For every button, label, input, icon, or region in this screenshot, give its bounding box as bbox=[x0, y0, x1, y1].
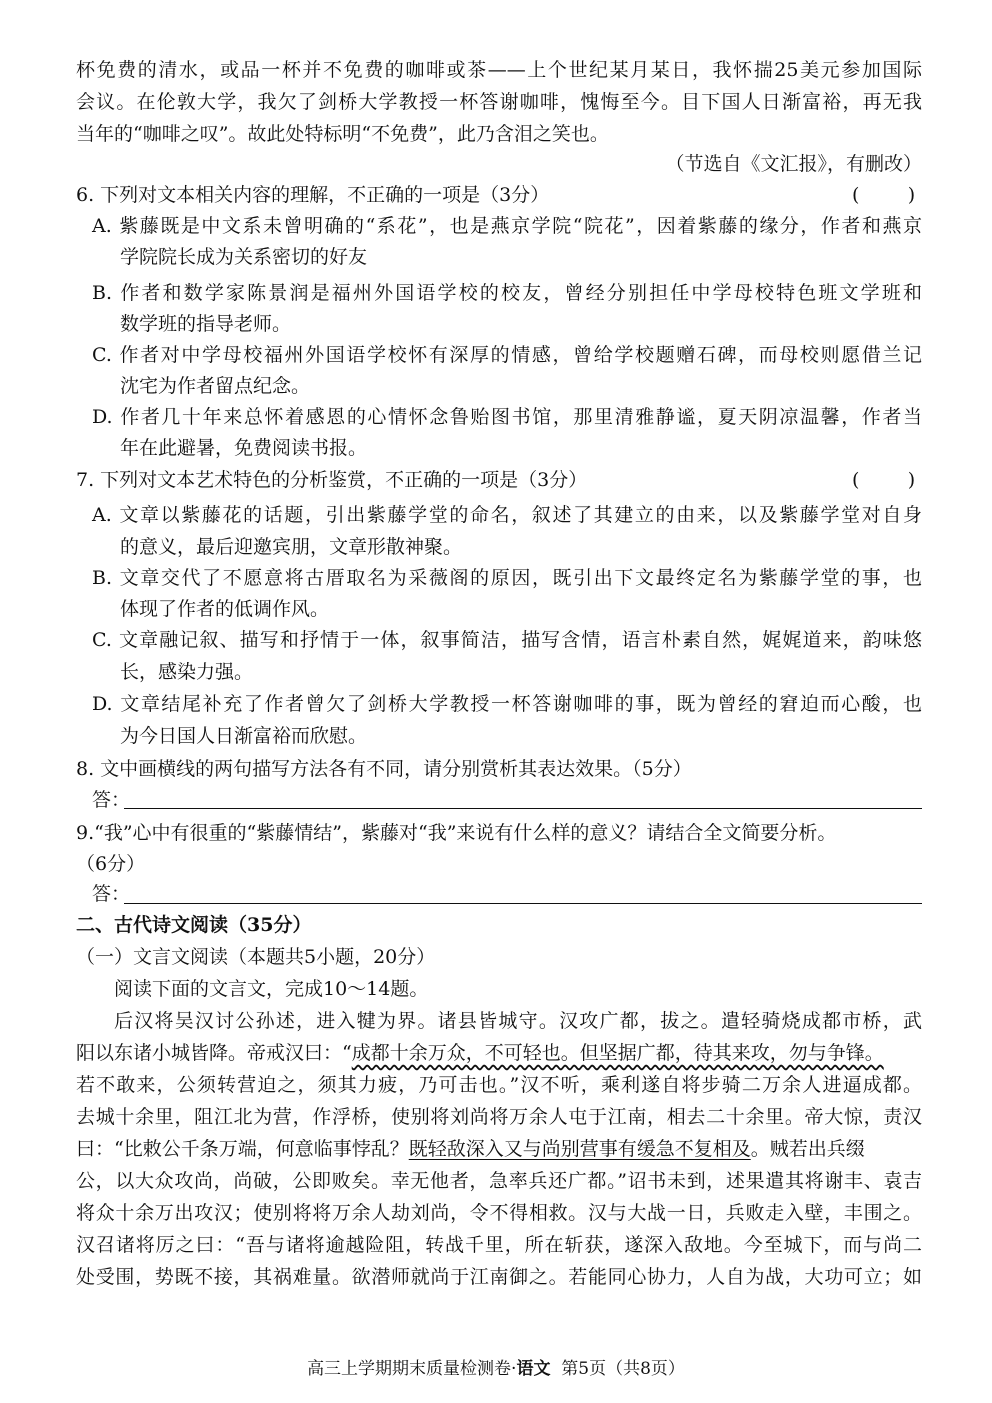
passage-line-2 bbox=[76, 1041, 884, 1065]
passage-line-5-text: 曰：“比敕公千条万端，何意临事悖乱？ bbox=[76, 1138, 409, 1160]
q8-answer-label: 答： bbox=[92, 789, 131, 811]
q7-option-d-cont: 为今日国人日渐富裕而欣慰。 bbox=[120, 725, 368, 747]
passage-line-6: 公，以大众攻尚，尚破，公即败矣。幸无他者，急率兵还广都。”诏书未到，述果遣其将谢丰、袁吉 bbox=[76, 1170, 922, 1192]
q6-option-a-cont: 学院院长成为关系密切的好友 bbox=[120, 246, 368, 268]
passage-line-3: 若不敢来，公须转营迫之，须其力疲，乃可击也。”汉不听，乘利遂自将步骑二万余人进逼成都。 bbox=[76, 1074, 922, 1096]
passage-line-5-end: 。贼若出兵缀 bbox=[750, 1138, 865, 1160]
wavy-underlined-sentence: 成都十余万众，不可轻也。但坚据广都，待其来攻，勿与争锋。 bbox=[351, 1042, 884, 1064]
passage-line-4: 去城十余里，阻江北为营，作浮桥，使别将刘尚将万余人屯于江南，相去二十余里。帝大惊，责汉 bbox=[76, 1106, 922, 1128]
q7-option-c: C. 文章融记叙、描写和抒情于一体，叙事简洁，描写含情，语言朴素自然，娓娓道来，韵味悠 bbox=[92, 629, 922, 651]
q6-option-b-cont: 数学班的指导老师。 bbox=[120, 313, 292, 335]
q6-stem: 6. 下列对文本相关内容的理解，不正确的一项是（3分） bbox=[76, 184, 550, 206]
q6-option-b: B. 作者和数学家陈景润是福州外国语学校的校友，曾经分别担任中学母校特色班文学班和 bbox=[92, 282, 922, 304]
q6-option-d-cont: 年在此避暑，免费阅读书报。 bbox=[120, 437, 368, 459]
intro-line-2: 会议。在伦敦大学，我欠了剑桥大学教授一杯答谢咖啡，愧悔至今。目下国人日渐富裕，再无我 bbox=[76, 91, 922, 113]
q6-answer-paren[interactable]: ( ) bbox=[852, 184, 916, 206]
footer-exam-title: 高三上学期期末质量检测卷· bbox=[307, 1359, 517, 1379]
q7-option-a-cont: 的意义，最后迎邀宾朋，文章形散神聚。 bbox=[120, 536, 463, 558]
q9-answer-line[interactable] bbox=[124, 903, 922, 904]
passage-line-7: 将众十余万出攻汉；使别将将万余人劫刘尚，令不得相救。汉与大战一日，兵败走入壁，丰围之。 bbox=[76, 1202, 922, 1224]
q6-option-c: C. 作者对中学母校福州外国语学校怀有深厚的情感，曾给学校题赠石碑，而母校则愿借兰记 bbox=[92, 344, 922, 366]
q8-stem: 8. 文中画横线的两句描写方法各有不同，请分别赏析其表达效果。（5分） bbox=[76, 758, 692, 780]
q7-option-a: A. 文章以紫藤花的话题，引出紫藤学堂的命名，叙述了其建立的由来，以及紫藤学堂对自身 bbox=[92, 504, 922, 526]
q7-option-b: B. 文章交代了不愿意将古厝取名为采薇阁的原因，既引出下文最终定名为紫藤学堂的事，也 bbox=[92, 567, 922, 589]
passage-line-8: 汉召诸将厉之曰：“吾与诸将逾越险阻，转战千里，所在斩获，遂深入敌地。今至城下，而与尚二 bbox=[76, 1234, 922, 1256]
intro-line-1: 杯免费的清水，或品一杯并不免费的咖啡或茶——上个世纪某月某日，我怀揣25美元参加国际 bbox=[76, 59, 922, 81]
reading-instruction: 阅读下面的文言文，完成10～14题。 bbox=[114, 978, 429, 1000]
q6-option-a: A. 紫藤既是中文系未曾明确的“系花”，也是燕京学院“院花”，因着紫藤的缘分，作者和燕京 bbox=[92, 215, 922, 237]
footer-subject: 语文 bbox=[516, 1359, 551, 1379]
q7-stem: 7. 下列对文本艺术特色的分析鉴赏，不正确的一项是（3分） bbox=[76, 469, 588, 491]
q7-option-b-cont: 体现了作者的低调作风。 bbox=[120, 598, 330, 620]
passage-line-9: 处受围，势既不接，其祸难量。欲潜师就尚于江南御之。若能同心协力，人自为战，大功可立；如 bbox=[76, 1266, 922, 1288]
section-2-subtitle: （一）文言文阅读（本题共5小题，20分） bbox=[76, 946, 436, 968]
q8-answer-line[interactable] bbox=[124, 808, 922, 809]
footer-page-number: 第5页（共8页） bbox=[561, 1359, 685, 1379]
q6-option-c-cont: 沈宅为作者留点纪念。 bbox=[120, 375, 311, 397]
q7-option-c-cont: 长，感染力强。 bbox=[120, 661, 254, 683]
q7-option-d: D. 文章结尾补充了作者曾欠了剑桥大学教授一杯答谢咖啡的事，既为曾经的窘迫而心酸，也 bbox=[92, 693, 922, 715]
q9-stem: 9.“我”心中有很重的“紫藤情结”，紫藤对“我”来说有什么样的意义？请结合全文简要分析。 bbox=[76, 822, 837, 844]
passage-line-2-text: 阳以东诸小城皆降。帝戒汉曰：“ bbox=[76, 1042, 352, 1064]
q9-stem-cont: （6分） bbox=[76, 853, 146, 875]
q9-answer-label: 答： bbox=[92, 883, 131, 905]
passage-line-1: 后汉将吴汉讨公孙述，进入犍为界。诸县皆城守。汉攻广都，拔之。遣轻骑烧成都市桥，武 bbox=[114, 1010, 922, 1032]
source-citation: （节选自《文汇报》，有删改） bbox=[665, 153, 922, 175]
q6-option-d: D. 作者几十年来总怀着感恩的心情怀念鲁贻图书馆，那里清雅静谧，夏天阴凉温馨，作者当 bbox=[92, 406, 922, 428]
section-2-title: 二、古代诗文阅读（35分） bbox=[76, 914, 312, 936]
underlined-sentence: 既轻敌深入又与尚别营事有缓急不复相及 bbox=[408, 1138, 751, 1160]
intro-line-3: 当年的“咖啡之叹”。故此处特标明“不免费”，此乃含泪之笑也。 bbox=[76, 123, 609, 145]
passage-line-5 bbox=[76, 1137, 865, 1161]
page-footer bbox=[0, 1358, 992, 1380]
q7-answer-paren[interactable]: ( ) bbox=[852, 469, 916, 491]
